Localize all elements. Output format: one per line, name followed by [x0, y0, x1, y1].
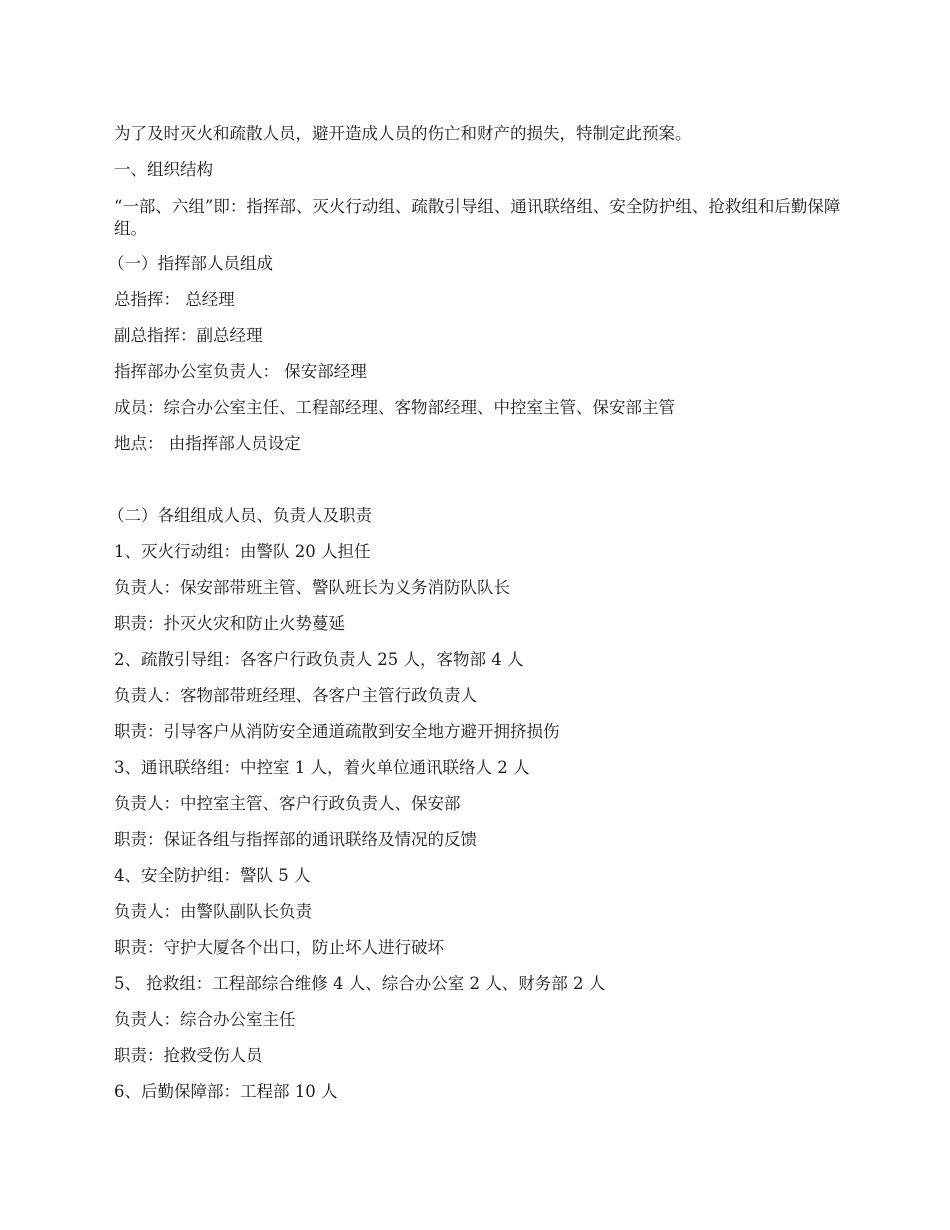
hq-vice-commander: 副总指挥：副总经理 — [114, 326, 263, 345]
group-leader: 负责人：中控室主管、客户行政负责人、保安部 — [114, 794, 461, 813]
hq-heading: （一）指挥部人员组成 — [108, 254, 273, 273]
group-duty: 职责：守护大厦各个出口，防止坏人进行破坏 — [114, 938, 444, 957]
hq-office-head: 指挥部办公室负责人： 保安部经理 — [114, 362, 367, 381]
group-duty: 职责：保证各组与指挥部的通讯联络及情况的反馈 — [114, 830, 477, 849]
groups-heading: （二）各组组成人员、负责人及职责 — [108, 506, 372, 525]
intro-paragraph: 为了及时灭火和疏散人员，避开造成人员的伤亡和财产的损失，特制定此预案。 — [114, 124, 692, 143]
blank-spacer — [114, 470, 844, 506]
group-title: 1、灭火行动组：由警队 20 人担任 — [114, 542, 371, 561]
hq-commander: 总指挥： 总经理 — [114, 290, 235, 309]
group-title: 6、后勤保障部：工程部 10 人 — [114, 1082, 338, 1101]
document-page — [108, 124, 844, 1118]
hq-members: 成员：综合办公室主任、工程部经理、客物部经理、中控室主管、保安部主管 — [114, 398, 675, 417]
group-leader: 负责人：客物部带班经理、各客户主管行政负责人 — [114, 686, 477, 705]
group-title: 5、 抢救组：工程部综合维修 4 人、综合办公室 2 人、财务部 2 人 — [114, 974, 606, 993]
hq-location: 地点： 由指挥部人员设定 — [114, 434, 301, 453]
group-leader: 负责人：保安部带班主管、警队班长为义务消防队队长 — [114, 578, 510, 597]
group-title: 4、安全防护组：警队 5 人 — [114, 866, 311, 885]
group-duty: 职责：扑灭火灾和防止火势蔓延 — [114, 614, 345, 633]
group-leader: 负责人：由警队副队长负责 — [114, 902, 312, 921]
group-title: 2、疏散引导组：各客户行政负责人 25 人，客物部 4 人 — [114, 650, 524, 669]
structure-summary: “一部、六组”即：指挥部、灭火行动组、疏散引导组、通讯联络组、安全防护组、抢救组和后勤保障组。 — [114, 197, 841, 238]
section-heading-organization: 一、组织结构 — [114, 160, 213, 179]
group-leader: 负责人：综合办公室主任 — [114, 1010, 296, 1029]
group-duty: 职责：抢救受伤人员 — [114, 1046, 263, 1065]
group-duty: 职责：引导客户从消防安全通道疏散到安全地方避开拥挤损伤 — [114, 722, 560, 741]
group-title: 3、通讯联络组：中控室 1 人，着火单位通讯联络人 2 人 — [114, 758, 530, 777]
